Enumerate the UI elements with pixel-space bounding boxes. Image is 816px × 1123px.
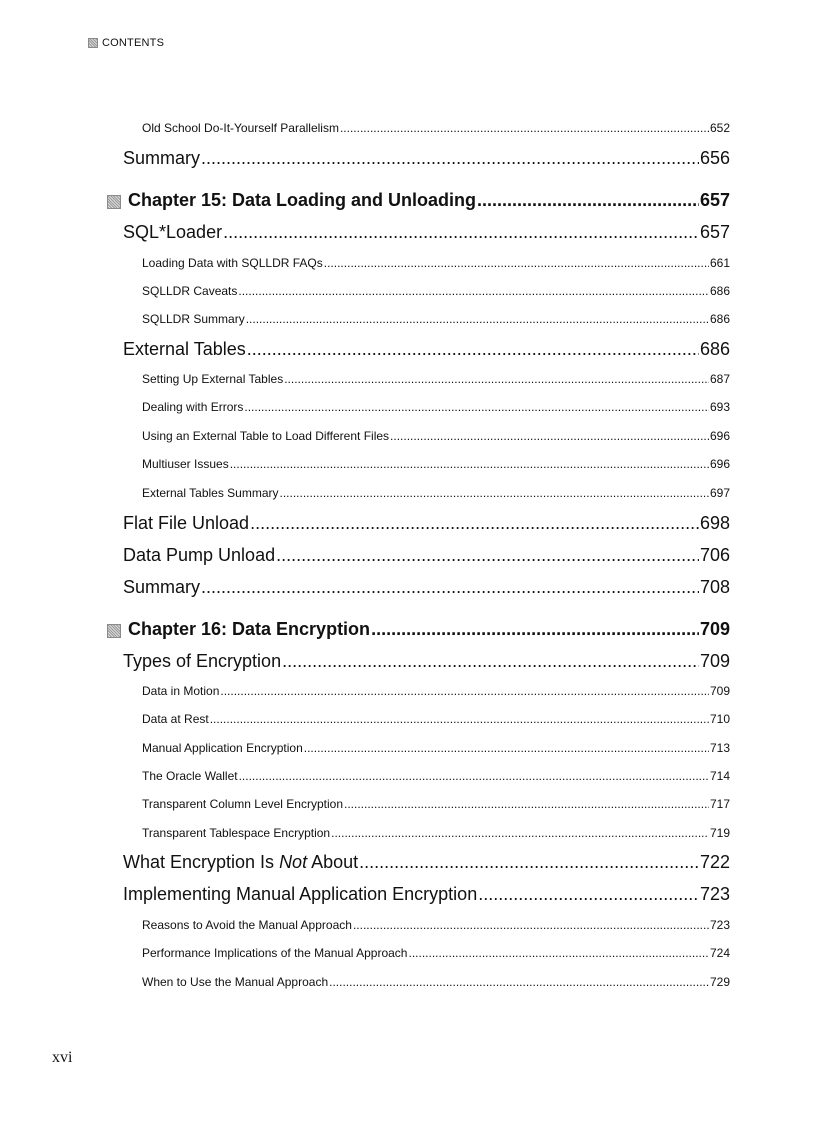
entry-page: 723: [709, 918, 730, 932]
leader-dots: [331, 826, 709, 840]
leader-dots: [244, 400, 709, 414]
leader-dots: [359, 852, 699, 873]
toc-entry[interactable]: [123, 222, 730, 243]
leader-dots: [304, 741, 709, 755]
entry-title: Transparent Column Level Encryption: [142, 797, 343, 811]
toc-entry[interactable]: [142, 946, 730, 960]
entry-page: 657: [699, 190, 730, 210]
entry-title: External Tables: [123, 339, 246, 359]
header-label: CONTENTS: [102, 37, 165, 49]
entry-title: Implementing Manual Application Encryption: [123, 884, 478, 904]
entry-page: 686: [709, 312, 730, 326]
toc-entry[interactable]: [142, 256, 730, 270]
toc-entry[interactable]: [142, 684, 730, 698]
entry-title: Reasons to Avoid the Manual Approach: [142, 918, 352, 932]
entry-page: 687: [709, 372, 730, 386]
toc-chapter-entry[interactable]: [128, 619, 730, 640]
running-header: [88, 37, 164, 49]
toc-chapter-entry[interactable]: [128, 190, 730, 211]
toc-entry[interactable]: [142, 826, 730, 840]
leader-dots: [478, 884, 699, 905]
leader-dots: [210, 712, 709, 726]
entry-title: External Tables Summary: [142, 486, 279, 500]
toc-entry[interactable]: [123, 577, 730, 598]
entry-title: Flat File Unload: [123, 513, 250, 533]
section-square-icon: [88, 38, 98, 48]
toc-entry[interactable]: [142, 975, 730, 989]
entry-page: 696: [709, 457, 730, 471]
entry-title: Old School Do-It-Yourself Parallelism: [142, 121, 339, 135]
entry-title: Summary: [123, 577, 201, 597]
entry-page: 729: [709, 975, 730, 989]
entry-title: Types of Encryption: [123, 651, 282, 671]
toc-entry[interactable]: [142, 457, 730, 471]
entry-page: 652: [709, 121, 730, 135]
toc-entry[interactable]: [142, 312, 730, 326]
toc-entry[interactable]: [142, 372, 730, 386]
leader-dots: [201, 577, 699, 598]
leader-dots: [239, 769, 709, 783]
entry-title: SQLLDR Caveats: [142, 284, 238, 298]
chapter-square-icon: [107, 624, 121, 638]
entry-title: Transparent Tablespace Encryption: [142, 826, 331, 840]
entry-page: 693: [709, 400, 730, 414]
chapter-square-icon: [107, 195, 121, 209]
toc-entry[interactable]: [123, 884, 730, 905]
entry-title-before: What Encryption Is: [123, 852, 280, 872]
entry-title: Manual Application Encryption: [142, 741, 303, 755]
toc-entry[interactable]: [123, 545, 730, 566]
toc-entry[interactable]: [142, 741, 730, 755]
entry-page: 661: [709, 256, 730, 270]
entry-title: Multiuser Issues: [142, 457, 229, 471]
leader-dots: [340, 121, 709, 135]
leader-dots: [390, 429, 709, 443]
entry-title: [123, 852, 358, 873]
entry-title: Setting Up External Tables: [142, 372, 284, 386]
leader-dots: [408, 946, 708, 960]
toc-entry[interactable]: [123, 651, 730, 672]
leader-dots: [353, 918, 709, 932]
toc-entry[interactable]: [142, 486, 730, 500]
toc-entry[interactable]: [142, 400, 730, 414]
entry-page: 686: [709, 284, 730, 298]
entry-title-emphasis: Not: [279, 852, 308, 872]
entry-page: 714: [709, 769, 730, 783]
entry-title: Chapter 15: Data Loading and Unloading: [128, 190, 477, 210]
toc-entry[interactable]: [142, 429, 730, 443]
leader-dots: [223, 222, 699, 243]
entry-page: 709: [699, 651, 730, 671]
leader-dots: [230, 457, 709, 471]
toc-entry[interactable]: [142, 712, 730, 726]
entry-page: 706: [699, 545, 730, 565]
leader-dots: [276, 545, 699, 566]
leader-dots: [250, 513, 699, 534]
entry-title: SQLLDR Summary: [142, 312, 245, 326]
entry-title: Data in Motion: [142, 684, 220, 698]
leader-dots: [238, 284, 709, 298]
entry-page: 698: [699, 513, 730, 533]
leader-dots: [280, 486, 709, 500]
entry-page: 708: [699, 577, 730, 597]
toc-entry[interactable]: [123, 339, 730, 360]
leader-dots: [344, 797, 709, 811]
entry-page: 657: [699, 222, 730, 242]
leader-dots: [201, 148, 699, 169]
entry-title: When to Use the Manual Approach: [142, 975, 329, 989]
entry-page: 656: [699, 148, 730, 168]
entry-page: 697: [709, 486, 730, 500]
entry-title: Summary: [123, 148, 201, 168]
leader-dots: [282, 651, 699, 672]
toc-entry[interactable]: [142, 121, 730, 135]
toc-entry[interactable]: [142, 918, 730, 932]
leader-dots: [247, 339, 699, 360]
leader-dots: [371, 619, 699, 640]
entry-title: Chapter 16: Data Encryption: [128, 619, 371, 639]
toc-entry[interactable]: [142, 769, 730, 783]
leader-dots: [324, 256, 709, 270]
entry-title-after: About: [307, 852, 359, 872]
entry-title: Using an External Table to Load Different Files: [142, 429, 390, 443]
leader-dots: [284, 372, 709, 386]
entry-page: 717: [709, 797, 730, 811]
entry-title: Performance Implications of the Manual Approach: [142, 946, 408, 960]
entry-page: 686: [699, 339, 730, 359]
leader-dots: [246, 312, 709, 326]
leader-dots: [477, 190, 699, 211]
toc-entry[interactable]: [142, 284, 730, 298]
toc-entry[interactable]: [142, 797, 730, 811]
entry-title: Dealing with Errors: [142, 400, 244, 414]
entry-title: Data Pump Unload: [123, 545, 276, 565]
entry-page: 709: [699, 619, 730, 639]
entry-page: 724: [709, 946, 730, 960]
entry-page: 723: [699, 884, 730, 904]
entry-title: Loading Data with SQLLDR FAQs: [142, 256, 323, 270]
entry-page: 719: [709, 826, 730, 840]
leader-dots: [329, 975, 709, 989]
toc-entry[interactable]: [123, 852, 730, 873]
entry-title: Data at Rest: [142, 712, 209, 726]
entry-page: 696: [709, 429, 730, 443]
entry-title: The Oracle Wallet: [142, 769, 238, 783]
entry-page: 722: [699, 852, 730, 872]
entry-page: 709: [709, 684, 730, 698]
entry-page: 713: [709, 741, 730, 755]
entry-title: SQL*Loader: [123, 222, 223, 242]
entry-page: 710: [709, 712, 730, 726]
toc-entry[interactable]: [123, 148, 730, 169]
leader-dots: [220, 684, 709, 698]
toc-entry[interactable]: [123, 513, 730, 534]
page-number: xvi: [52, 1049, 73, 1066]
